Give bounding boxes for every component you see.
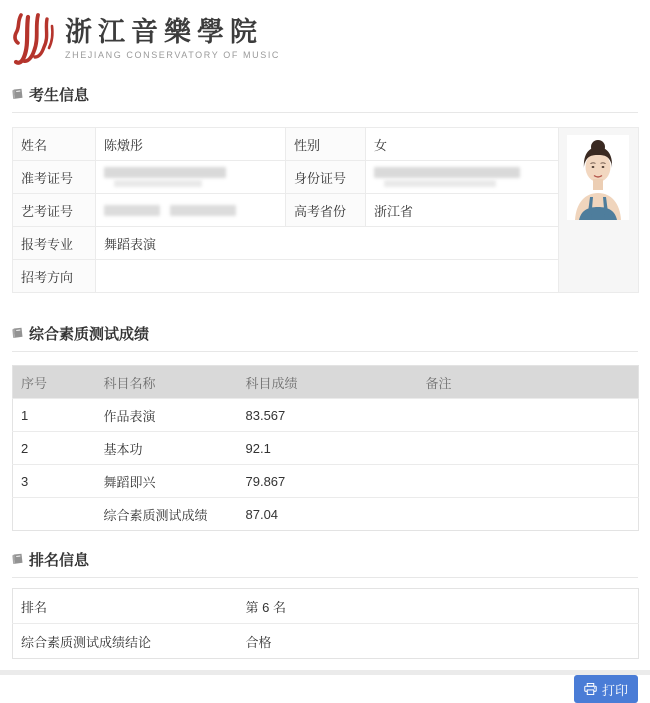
province-label: 高考省份 [286,194,366,227]
col-header-remark: 备注 [418,366,639,399]
candidate-photo-cell [559,128,639,293]
admission-no-value-redacted [96,161,286,194]
logo-text [65,18,280,60]
gender-value: 女 [366,128,559,161]
col-header-no: 序号 [13,366,96,399]
col-header-subject: 科目名称 [96,366,238,399]
school-name-cn: 浙江音樂學院 [65,17,263,48]
portrait-image [567,135,629,220]
scores-table [12,365,639,531]
ranking-table [12,588,639,659]
row-no: 3 [13,465,96,498]
row-no [13,498,96,531]
row-score: 83.567 [238,399,418,432]
print-button[interactable] [574,675,638,703]
row-subject: 综合素质测试成绩 [96,498,238,531]
table-row [13,227,639,260]
id-no-label: 身份证号 [286,161,366,194]
row-remark [418,498,639,531]
book-icon [12,327,24,339]
table-row [13,589,639,624]
table-row [13,465,639,498]
conclusion-label: 综合素质测试成绩结论 [13,624,238,659]
table-row [13,624,639,659]
divider [12,577,638,578]
book-icon [12,88,24,100]
table-header-row [13,366,639,399]
school-logo [12,10,638,68]
logo-calligraphy-mark-icon [12,12,56,66]
row-score: 87.04 [238,498,418,531]
table-row [13,128,639,161]
name-value: 陈燉彤 [96,128,286,161]
printer-icon [584,683,597,695]
candidate-section-title [12,84,638,104]
scores-section-title [12,323,638,343]
scores-section-title-text: 综合素质测试成绩 [29,325,150,343]
major-label: 报考专业 [13,227,96,260]
table-row [13,194,639,227]
row-score: 79.867 [238,465,418,498]
ranking-section-title-text: 排名信息 [29,551,90,569]
page-bottom-edge [0,670,650,675]
row-no: 1 [13,399,96,432]
school-name-en: ZHEJIANG CONSERVATORY OF MUSIC [65,50,281,60]
button-row [12,675,638,703]
province-value: 浙江省 [366,194,559,227]
ranking-section-title [12,549,638,569]
row-remark [418,399,639,432]
table-row [13,432,639,465]
conclusion-value: 合格 [238,624,639,659]
table-row [13,161,639,194]
row-subject: 基本功 [96,432,238,465]
candidate-info-table [12,127,639,293]
art-exam-no-value-redacted [96,194,286,227]
admission-no-label: 准考证号 [13,161,96,194]
table-row [13,260,639,293]
art-exam-no-label: 艺考证号 [13,194,96,227]
candidate-section-title-text: 考生信息 [29,86,90,104]
rank-label: 排名 [21,599,48,615]
major-value: 舞蹈表演 [96,227,559,260]
gender-label: 性别 [286,128,366,161]
row-remark [418,465,639,498]
candidate-photo [567,135,629,220]
divider [12,112,638,113]
id-no-value-redacted [366,161,559,194]
table-row [13,399,639,432]
row-remark [418,432,639,465]
direction-value [96,260,559,293]
direction-label: 招考方向 [13,260,96,293]
row-subject: 作品表演 [96,399,238,432]
col-header-score: 科目成绩 [238,366,418,399]
row-subject: 舞蹈即兴 [96,465,238,498]
name-label: 姓名 [13,128,96,161]
rank-value: 第 6 名 [245,599,286,615]
print-button-label: 打印 [601,682,628,698]
book-icon [12,553,24,565]
row-score: 92.1 [238,432,418,465]
table-row [13,498,639,531]
divider [12,351,638,352]
row-no: 2 [13,432,96,465]
